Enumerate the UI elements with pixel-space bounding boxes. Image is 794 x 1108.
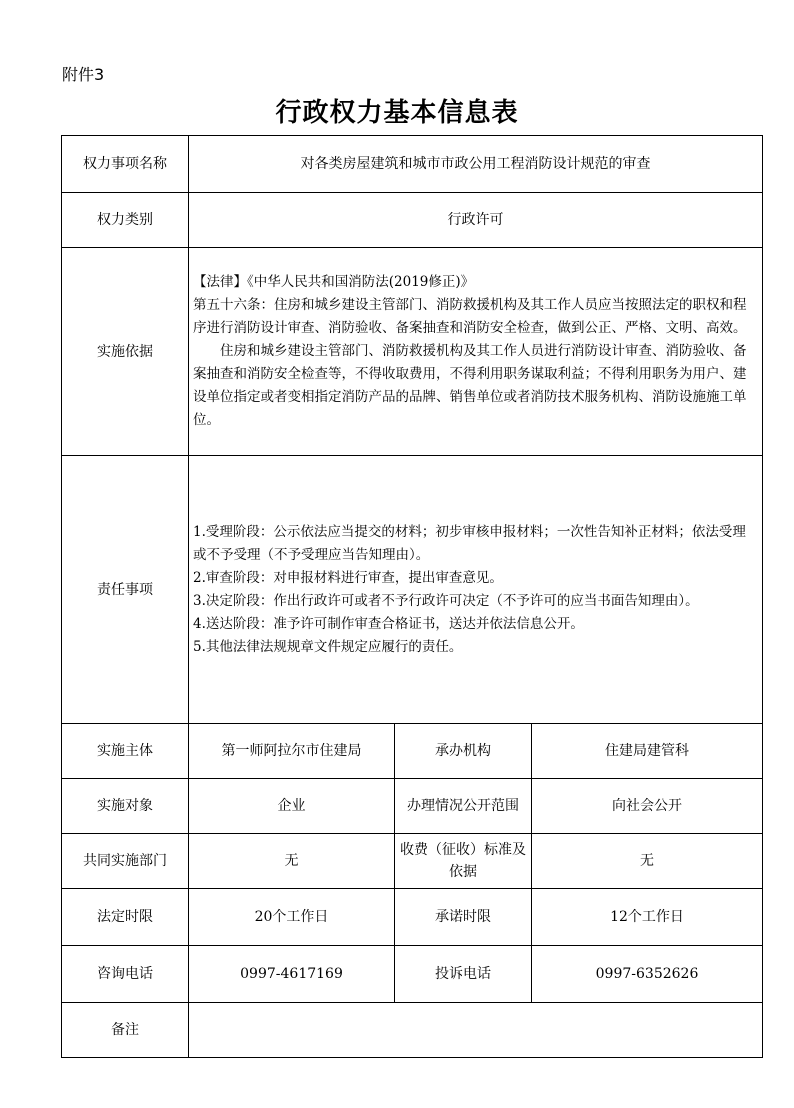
duty-item: 4.送达阶段：准予许可制作审查合格证书，送达并依法信息公开。 xyxy=(193,615,584,632)
consult-phone-value: 0997-4617169 xyxy=(189,946,395,1003)
row-deadline xyxy=(62,889,763,946)
subject-label: 实施主体 xyxy=(62,724,189,779)
fee-standard-value: 无 xyxy=(532,834,763,889)
category-value: 行政许可 xyxy=(189,193,763,248)
remark-label: 备注 xyxy=(62,1003,189,1058)
target-value: 企业 xyxy=(189,779,395,834)
row-phone xyxy=(62,946,763,1003)
basis-content xyxy=(189,248,763,456)
row-remark xyxy=(62,1003,763,1058)
legal-deadline-value: 20个工作日 xyxy=(189,889,395,946)
page-title: 行政权力基本信息表 xyxy=(275,98,519,128)
basis-article: 第五十六条：住房和城乡建设主管部门、消防救援机构及其工作人员应当按照法定的职权和程序进行消防设计审查、消防验收、备案抽查和消防安全检查，做到公正、严格、文明、高效。 xyxy=(193,297,747,336)
row-item-name xyxy=(62,136,763,193)
duties-label: 责任事项 xyxy=(62,456,189,724)
duty-item: 5.其他法律法规规章文件规定应履行的责任。 xyxy=(193,638,463,655)
legal-deadline-label: 法定时限 xyxy=(62,889,189,946)
duty-item: 2.审查阶段：对申报材料进行审查，提出审查意见。 xyxy=(193,569,503,586)
item-name-label: 权力事项名称 xyxy=(62,136,189,193)
attachment-label: 附件3 xyxy=(62,65,105,84)
promised-deadline-value: 12个工作日 xyxy=(532,889,763,946)
disclosure-scope-label: 办理情况公开范围 xyxy=(395,779,532,834)
row-joint xyxy=(62,834,763,889)
row-target xyxy=(62,779,763,834)
basis-label: 实施依据 xyxy=(62,248,189,456)
category-label: 权力类别 xyxy=(62,193,189,248)
complaint-phone-label: 投诉电话 xyxy=(395,946,532,1003)
row-subject xyxy=(62,724,763,779)
duty-item: 3.决定阶段：作出行政许可或者不予行政许可决定（不予许可的应当书面告知理由）。 xyxy=(193,592,699,609)
fee-standard-label: 收费（征收）标准及依据 xyxy=(395,834,532,889)
promised-deadline-label: 承诺时限 xyxy=(395,889,532,946)
disclosure-scope-value: 向社会公开 xyxy=(532,779,763,834)
info-table xyxy=(61,135,763,1058)
subject-value: 第一师阿拉尔市住建局 xyxy=(189,724,395,779)
agency-value: 住建局建管科 xyxy=(532,724,763,779)
consult-phone-label: 咨询电话 xyxy=(62,946,189,1003)
remark-value xyxy=(189,1003,763,1058)
joint-dept-value: 无 xyxy=(189,834,395,889)
agency-label: 承办机构 xyxy=(395,724,532,779)
row-category xyxy=(62,193,763,248)
basis-article-continued: 住房和城乡建设主管部门、消防救援机构及其工作人员进行消防设计审查、消防验收、备案抽查和消防安全检查等，不得收取费用，不得利用职务谋取利益；不得利用职务为用户、建设单位指定或者变相指定消防产品的品牌、销售单位或者消防技术服务机构、消防设施施工单位。 xyxy=(193,343,747,428)
basis-law-title: 【法律】《中华人民共和国消防法(2019修正)》 xyxy=(193,274,475,290)
complaint-phone-value: 0997-6352626 xyxy=(532,946,763,1003)
joint-dept-label: 共同实施部门 xyxy=(62,834,189,889)
duty-item: 1.受理阶段：公示依法应当提交的材料；初步审核申报材料；一次性告知补正材料；依法受理或不予受理（不予受理应当告知理由）。 xyxy=(193,523,746,563)
item-name-value: 对各类房屋建筑和城市市政公用工程消防设计规范的审查 xyxy=(189,136,763,193)
row-basis xyxy=(62,248,763,456)
duties-content xyxy=(189,456,763,724)
target-label: 实施对象 xyxy=(62,779,189,834)
row-duties xyxy=(62,456,763,724)
